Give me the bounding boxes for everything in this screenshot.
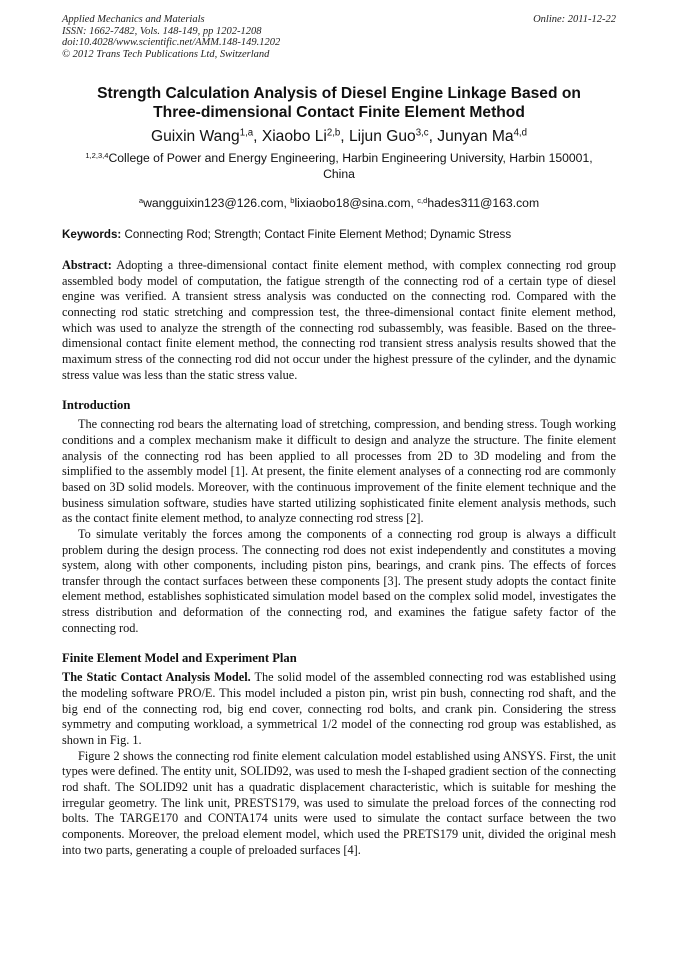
author-affil-sup: 2,b (326, 127, 341, 139)
email-link[interactable]: hades311@163.com (427, 196, 540, 210)
author-separator: , (253, 128, 262, 145)
abstract-label: Abstract: (62, 258, 112, 272)
author-affil-sup: 4,d (513, 127, 527, 139)
affiliation-sup: 1,2,3,4 (85, 150, 109, 160)
author-name: Guixin Wang (151, 128, 240, 145)
fem-section-body (62, 670, 616, 858)
author-list (62, 127, 616, 146)
abstract-text: Adopting a three-dimensional contact finite element method, with complex connecting rod group assembled body model of computation, the fatigue strength of the connecting rod of a certain type of diesel engine was verified. A transient stress analysis was conducted on the connecting rod. Compared with the connecting rod static stretching and compression test, the three-dimensional contact finite element method, which was used to analyze the strength of the connecting rod subassembly, was feasible. Based on the three-dimensional contact finite element method, the connecting rod transient stress analysis results showed that the maximum stress of the connecting rod did not occur under the highest pressure of the cylinder, and the dynamic stress value was less than the static stress value. (62, 258, 616, 382)
title-line-2: Three-dimensional Contact Finite Element Method (153, 104, 525, 121)
online-date: Online: 2011-12-22 (533, 14, 616, 25)
affiliation (62, 150, 616, 182)
author-name: Lijun Guo (348, 128, 416, 145)
copyright-line: © 2012 Trans Tech Publications Ltd, Switzerland (62, 48, 270, 60)
author-name: Junyan Ma (437, 128, 514, 145)
paper-title (62, 84, 616, 122)
paragraph: Figure 2 shows the connecting rod finite element calculation model established using ANSYS. First, the unit types were defined. The entity unit, SOLID92, was used to mesh the I-shaped gradient section of the connecting rod shaft. The SOLID92 unit has a quadratic displacement characteristic, which is suitable for meshing the irregular geometry. The link unit, PRESTS179, was used to simulate the preload forces of the connecting rod bolts. The TARGE170 and CONTA174 units were used to simulate the contact surface between the two components. Moreover, the preload element model, which used the PRETS179 unit, divided the original mesh into two parts, generating a couple of preloaded surfaces [4]. (62, 748, 616, 857)
email-sup: b (290, 195, 295, 205)
keywords-label: Keywords: (62, 228, 122, 241)
author-separator: , (428, 128, 438, 145)
keywords-text: Connecting Rod; Strength; Contact Finite Element Method; Dynamic Stress (121, 228, 512, 241)
introduction-body (62, 417, 616, 636)
email-sup: a (138, 195, 144, 205)
section-heading-fem: Finite Element Model and Experiment Plan (62, 651, 297, 666)
section-heading-introduction: Introduction (62, 398, 131, 413)
author-affil-sup: 1,a (239, 127, 254, 139)
doi-line: doi:10.4028/www.scientific.net/AMM.148-149.1202 (62, 37, 281, 48)
author-emails (62, 195, 616, 211)
paragraph-text: The solid model of the assembled connecting rod was established using the modeling software PRO/E. This model included a piston pin, wrist pin bush, connecting rod shaft, and the big end of the connecting rod, big end cover, connecting rod bolts, and crank pin. Considering the stress symmetry and computing workload, a symmetrical 1/2 model of the connecting rod group was established, as shown in Fig. 1. (62, 670, 616, 748)
abstract (62, 258, 616, 383)
email-sup: c,d (417, 195, 428, 205)
journal-header (62, 14, 616, 60)
email-link[interactable]: wangguixin123@126.com, (143, 196, 291, 210)
paragraph: The connecting rod bears the alternating load of stretching, compression, and bending stress. Tough working conditions and a complex mechanism make it difficult to design and analyze the structure. The finite element analysis of the connecting rod has been applied to all processes from 2D to 3D modeling and from the simplified to the assembly model [1]. At present, the finite element analyses of a connecting rod are commonly based on 3D solid models. Moreover, with the continuous improvement of the finite element technique and the business simulation software, studies have started utilizing sophisticated finite element analysis methods, such as the contact finite element method, to analyze connecting rod stress [2]. (62, 417, 616, 526)
author-separator: , (340, 128, 349, 145)
keywords (62, 227, 616, 242)
paper-page (62, 14, 616, 858)
paragraph (62, 670, 616, 748)
author-affil-sup: 3,c (415, 127, 429, 139)
paragraph: To simulate veritably the forces among the components of a connecting rod group is always a difficult problem during the design process. The connecting rod does not exist independently and constitutes a moving system, along with other components, including piston pins, bearings, and crank pins. The effects of forces transfer through the contact surfaces between these components [3]. The present study adopts the contact finite element method, establishes sophisticated simulation model based on the complex solid model, investigates the stress distribution and deformation of the connecting rod, and examines the fatigue safety factor of the connecting rod. (62, 526, 616, 635)
affiliation-text: College of Power and Energy Engineering, Harbin Engineering University, Harbin 150001, China (108, 151, 593, 181)
subsection-label: The Static Contact Analysis Model. (62, 670, 251, 685)
email-link[interactable]: lixiaobo18@sina.com, (294, 196, 418, 210)
title-line-1: Strength Calculation Analysis of Diesel Engine Linkage Based on (97, 85, 581, 102)
journal-name: Applied Mechanics and Materials (62, 14, 205, 25)
author-name: Xiaobo Li (261, 128, 327, 145)
issn-line: ISSN: 1662-7482, Vols. 148-149, pp 1202-1208 (62, 25, 262, 37)
